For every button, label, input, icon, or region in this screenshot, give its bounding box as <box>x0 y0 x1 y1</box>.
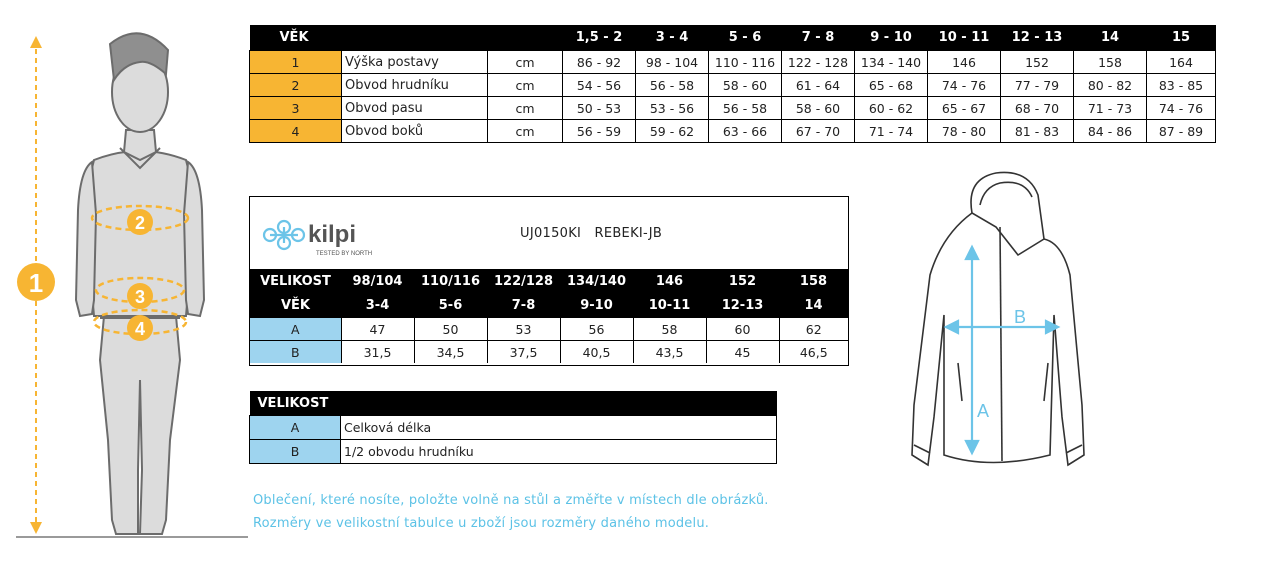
age-col: 12 - 13 <box>1001 25 1074 51</box>
legend-desc: Celková délka <box>341 416 777 440</box>
size-col: 146 <box>633 269 706 293</box>
table-row <box>250 74 1216 97</box>
table-cell: 65 - 68 <box>855 74 928 97</box>
table-row <box>250 318 848 341</box>
table-cell: 146 <box>928 51 1001 74</box>
table-cell: 58 <box>633 318 706 341</box>
table-cell: 122 - 128 <box>782 51 855 74</box>
model-note: Rozměry ve velikostní tabulce u zboží jsou rozměry daného modelu. <box>253 516 710 531</box>
row-unit: cm <box>488 120 563 143</box>
size-col: 110/116 <box>414 269 487 293</box>
row-number: 3 <box>250 97 342 120</box>
table-cell: 78 - 80 <box>928 120 1001 143</box>
measurement-legend-table <box>249 391 777 464</box>
table-row <box>250 51 1216 74</box>
table-cell: 71 - 73 <box>1074 97 1147 120</box>
age-header-row <box>250 293 848 318</box>
table-row <box>250 416 777 440</box>
age-col: 3 - 4 <box>636 25 709 51</box>
table-cell: 31,5 <box>341 341 414 364</box>
table-cell: 58 - 60 <box>782 97 855 120</box>
table-cell: 84 - 86 <box>1074 120 1147 143</box>
product-code: UJ0150KI REBEKI-JB <box>520 226 663 241</box>
table-cell: 59 - 62 <box>636 120 709 143</box>
table-cell: 56 - 59 <box>563 120 636 143</box>
table-cell: 46,5 <box>779 341 848 364</box>
jacket-label-a: A <box>977 401 990 421</box>
table-cell: 158 <box>1074 51 1147 74</box>
instruction-note: Oblečení, které nosíte, položte volně na stůl a změřte v místech dle obrázků. <box>253 493 769 508</box>
age-col: 9 - 10 <box>855 25 928 51</box>
row-label: Výška postavy <box>342 51 488 74</box>
knot-icon <box>264 221 304 249</box>
age-col: 5-6 <box>414 293 487 318</box>
table-cell: 62 <box>779 318 848 341</box>
age-col: 7-8 <box>487 293 560 318</box>
kilpi-logo <box>258 215 378 259</box>
table-cell: 68 - 70 <box>1001 97 1074 120</box>
table-row <box>250 120 1216 143</box>
size-col: 98/104 <box>341 269 414 293</box>
marker-3-label: 3 <box>134 287 146 307</box>
table-cell: 74 - 76 <box>1147 97 1216 120</box>
row-key: B <box>250 341 341 364</box>
table-cell: 67 - 70 <box>782 120 855 143</box>
table-cell: 65 - 67 <box>928 97 1001 120</box>
table-cell: 60 <box>706 318 779 341</box>
table-cell: 40,5 <box>560 341 633 364</box>
table-cell: 71 - 74 <box>855 120 928 143</box>
age-col: 5 - 6 <box>709 25 782 51</box>
row-unit: cm <box>488 74 563 97</box>
size-header-label: VELIKOST <box>250 269 341 293</box>
legend-header: VELIKOST <box>250 391 777 416</box>
legend-desc: 1/2 obvodu hrudníku <box>341 440 777 464</box>
table-cell: 80 - 82 <box>1074 74 1147 97</box>
table-cell: 45 <box>706 341 779 364</box>
row-unit: cm <box>488 97 563 120</box>
table-cell: 134 - 140 <box>855 51 928 74</box>
table-cell: 58 - 60 <box>709 74 782 97</box>
table-cell: 56 <box>560 318 633 341</box>
age-header-row <box>250 25 1216 51</box>
table-row <box>250 341 848 364</box>
table-cell: 77 - 79 <box>1001 74 1074 97</box>
size-header-row <box>250 269 848 293</box>
row-number: 2 <box>250 74 342 97</box>
marker-4-label: 4 <box>134 319 146 339</box>
table-cell: 87 - 89 <box>1147 120 1216 143</box>
table-cell: 60 - 62 <box>855 97 928 120</box>
brand-name: kilpi <box>308 221 357 248</box>
row-number: 1 <box>250 51 342 74</box>
size-col: 134/140 <box>560 269 633 293</box>
table-cell: 43,5 <box>633 341 706 364</box>
table-cell: 53 <box>487 318 560 341</box>
table-cell: 74 - 76 <box>928 74 1001 97</box>
table-cell: 56 - 58 <box>636 74 709 97</box>
jacket-diagram <box>900 165 1100 485</box>
size-col: 122/128 <box>487 269 560 293</box>
table-cell: 98 - 104 <box>636 51 709 74</box>
row-label: Obvod hrudníku <box>342 74 488 97</box>
table-cell: 37,5 <box>487 341 560 364</box>
row-key: A <box>250 318 341 341</box>
age-col: 10-11 <box>633 293 706 318</box>
table-cell: 50 - 53 <box>563 97 636 120</box>
age-col: 9-10 <box>560 293 633 318</box>
table-cell: 83 - 85 <box>1147 74 1216 97</box>
marker-1-label: 1 <box>28 268 44 298</box>
table-cell: 110 - 116 <box>709 51 782 74</box>
table-cell: 164 <box>1147 51 1216 74</box>
age-col: 3-4 <box>341 293 414 318</box>
table-cell: 50 <box>414 318 487 341</box>
row-label: Obvod boků <box>342 120 488 143</box>
legend-key: A <box>250 416 341 440</box>
age-header-label: VĚK <box>250 25 563 51</box>
table-cell: 47 <box>341 318 414 341</box>
table-cell: 61 - 64 <box>782 74 855 97</box>
table-cell: 56 - 58 <box>709 97 782 120</box>
body-figure <box>0 0 250 563</box>
size-col: 158 <box>779 269 848 293</box>
product-size-table <box>250 269 848 363</box>
table-cell: 86 - 92 <box>563 51 636 74</box>
table-cell: 54 - 56 <box>563 74 636 97</box>
row-unit: cm <box>488 51 563 74</box>
jacket-label-b: B <box>1014 307 1027 327</box>
age-col: 7 - 8 <box>782 25 855 51</box>
body-measurement-table <box>249 25 1216 143</box>
product-header <box>250 197 848 269</box>
row-label: Obvod pasu <box>342 97 488 120</box>
age-col: 15 <box>1147 25 1216 51</box>
age-col: 14 <box>779 293 848 318</box>
table-cell: 34,5 <box>414 341 487 364</box>
age-header-label: VĚK <box>250 293 341 318</box>
marker-2-label: 2 <box>134 213 146 233</box>
brand-tagline: TESTED BY NORTH <box>316 251 373 257</box>
row-number: 4 <box>250 120 342 143</box>
legend-header-row <box>250 391 777 416</box>
table-cell: 63 - 66 <box>709 120 782 143</box>
legend-key: B <box>250 440 341 464</box>
age-col: 10 - 11 <box>928 25 1001 51</box>
table-cell: 152 <box>1001 51 1074 74</box>
age-col: 12-13 <box>706 293 779 318</box>
table-row <box>250 97 1216 120</box>
age-col: 1,5 - 2 <box>563 25 636 51</box>
size-col: 152 <box>706 269 779 293</box>
table-cell: 53 - 56 <box>636 97 709 120</box>
table-cell: 81 - 83 <box>1001 120 1074 143</box>
age-col: 14 <box>1074 25 1147 51</box>
product-size-panel <box>249 196 849 366</box>
table-row <box>250 440 777 464</box>
